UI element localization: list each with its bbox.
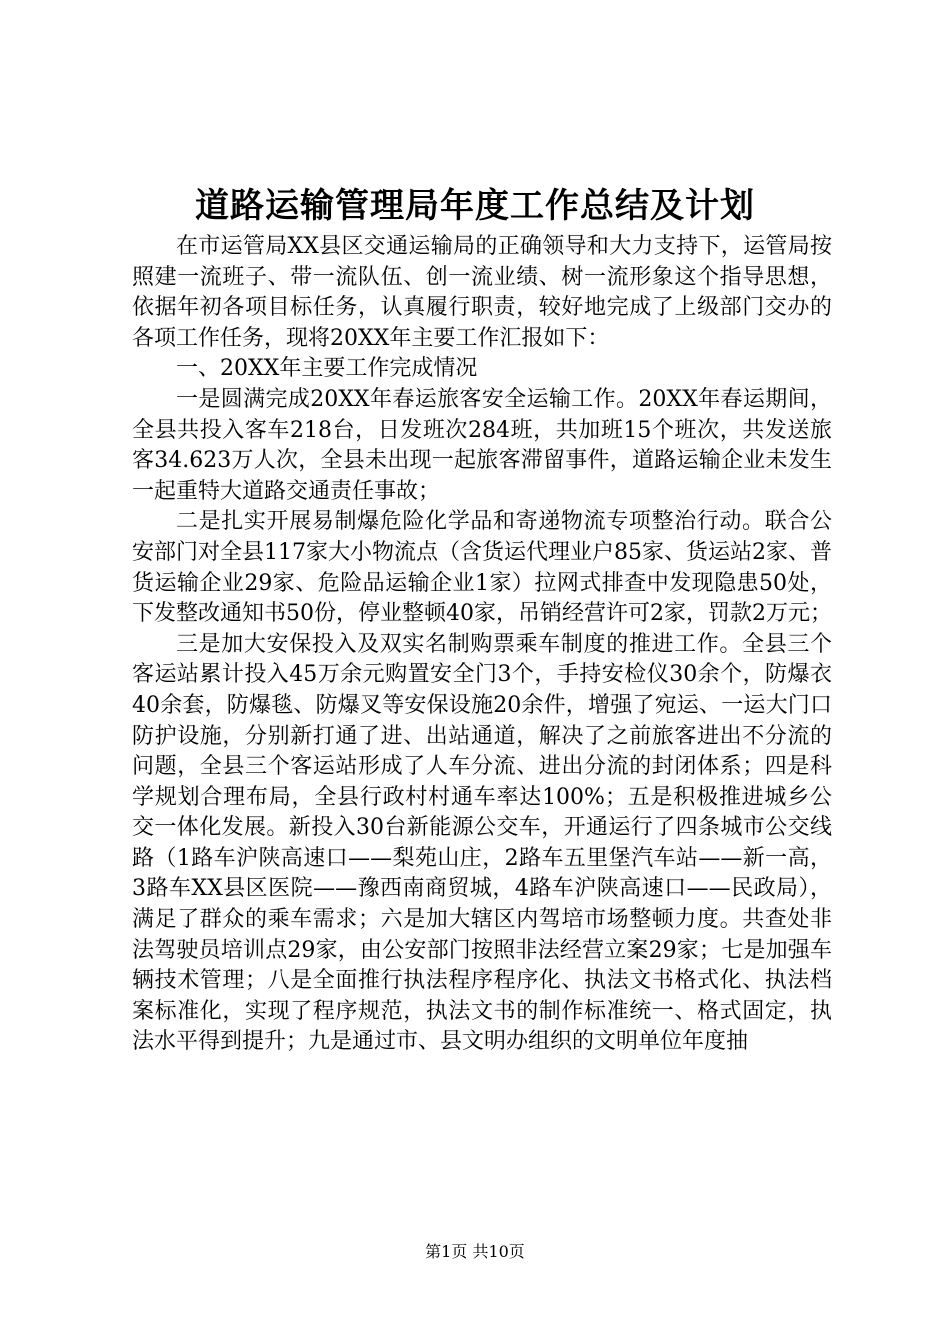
document-body: [132, 232, 832, 1058]
paragraph-item-2: 二是扎实开展易制爆危险化学品和寄递物流专项整治行动。联合公安部门对全县117家大小物流点（含货运代理业户85家、货运站2家、普货运输企业29家、危险品运输企业1家）拉网式排查中发现隐患50处，下发整改通知书50份，停业整顿40家，吊销经营许可2家，罚款2万元；: [132, 509, 832, 627]
document-title: 道路运输管理局年度工作总结及计划: [195, 186, 755, 226]
page-number-footer: 第1页 共10页: [425, 1242, 525, 1261]
section-heading: 一、20XX年主要工作完成情况: [176, 356, 478, 382]
paragraph-intro: 在市运管局XX县区交通运输局的正确领导和大力支持下，运管局按照建一流班子、带一流队伍、创一流业绩、树一流形象这个指导思想，依据年初各项目标任务，认真履行职责，较好地完成了上级部门交办的各项工作任务，现将20XX年主要工作汇报如下：: [132, 234, 832, 351]
paragraph-item-1: 一是圆满完成20XX年春运旅客安全运输工作。20XX年春运期间，全县共投入客车218台，日发班次284班，共加班15个班次，共发送旅客34.623万人次，全县未出现一起旅客滞留事件，道路运输企业未发生一起重特大道路交通责任事故；: [132, 386, 832, 504]
paragraph-item-3: 三是加大安保投入及双实名制购票乘车制度的推进工作。全县三个客运站累计投入45万余元购置安全门3个，手持安检仪30余个，防爆衣40余套，防爆毯、防爆叉等安保设施20余件，增强了宛运、一运大门口防护设施，分别新打通了进、出站通道，解决了之前旅客进出不分流的问题，全县三个客运站形成了人车分流、进出分流的封闭体系；四是科学规划合理布局，全县行政村村通车率达100%；五是积极推进城乡公交一体化发展。新投入30台新能源公交车，开通运行了四条城市公交线路（1路车沪陕高速口——梨苑山庄，2路车五里堡汽车站——新一高，3路车XX县区医院——豫西南商贸城，4路车沪陕高速口——民政局），满足了群众的乘车需求；六是加大辖区内驾培市场整顿力度。共查处非法驾驶员培训点29家，由公安部门按照非法经营立案29家；七是加强车辆技术管理；八是全面推行执法程序程序化、执法文书格式化、执法档案标准化，实现了程序规范，执法文书的制作标准统一、格式固定，执法水平得到提升；九是通过市、县文明办组织的文明单位年度抽: [132, 631, 832, 1055]
